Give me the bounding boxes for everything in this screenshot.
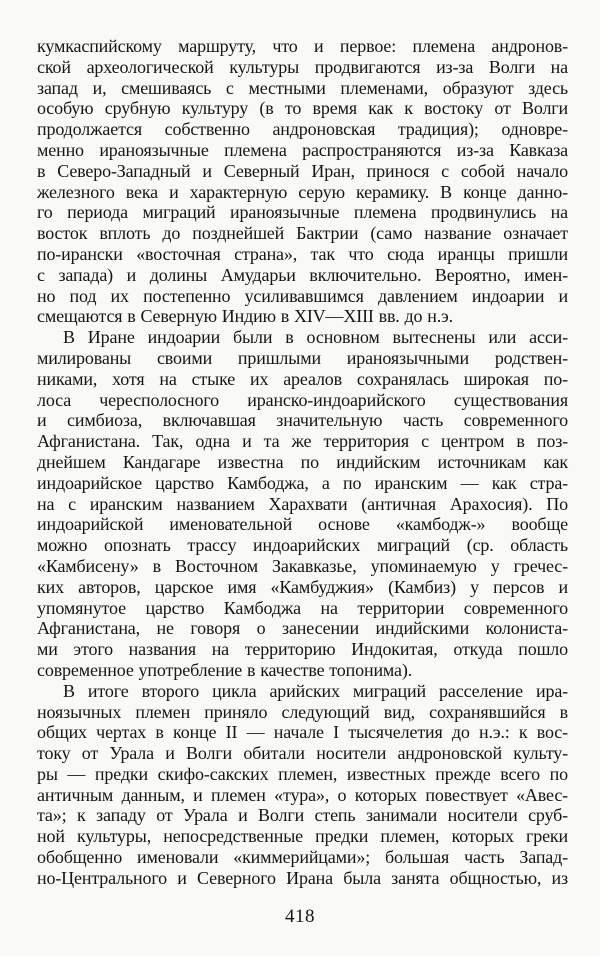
- text-line: лоса чересполосного иранско-индоарийского существования: [37, 389, 568, 410]
- text-line: ми этого названия на территорию Индокитая, откуда пошло: [37, 639, 568, 660]
- text-line: общих чертах в конце II — начале I тысячелетия до н.э.: к вос-: [37, 722, 568, 743]
- text-line: току от Урала и Волги обитали носители андроновской культу-: [37, 743, 568, 764]
- text-line: та»; к западу от Урала и Волги степь занимали носители сруб-: [37, 805, 568, 826]
- text-line: на с иранским названием Харахвати (античная Арахосия). По: [37, 493, 568, 514]
- text-line: ноязычных племен приняло следующий вид, сохранявшийся в: [37, 701, 568, 722]
- text-line: но-Центрального и Северного Ирана была занята общностью, из: [37, 867, 568, 888]
- text-line: с запада) и долины Амударьи включительно. Вероятно, имен-: [37, 264, 568, 285]
- text-line: смещаются в Северную Индию в XIV—XIII вв. до н.э.: [37, 306, 453, 327]
- text-line: го периода миграций ираноязычные племена продвинулись на: [37, 202, 568, 223]
- text-line: железного века и характерную серую керамику. В конце данно-: [37, 181, 568, 202]
- text-line: днейшем Кандагаре известна по индийским источникам как: [37, 451, 568, 472]
- text-line: запад и, смешиваясь с местными племенами, образуют здесь: [37, 77, 568, 98]
- text-line: менно ираноязычные племена распространяются из-за Кавказа: [37, 139, 568, 160]
- text-line: восток вплоть до позднейшей Бактрии (само название означает: [37, 223, 568, 244]
- text-line: ной культуры, непосредственные предки племен, которых греки: [37, 826, 568, 847]
- text-line: индоарийской именовательной основе «камбодж-» вообще: [37, 514, 568, 535]
- text-line: В итоге второго цикла арийских миграций расселение ира-: [63, 680, 568, 701]
- text-line: в Северо-Западный и Северный Иран, принося с собой начало: [37, 160, 568, 181]
- page-text: [37, 36, 568, 889]
- text-line: кумкаспийскому маршруту, что и первое: племена андронов-: [37, 36, 568, 56]
- text-line: и симбиоза, включавшая значительную часть современного: [37, 410, 568, 431]
- text-line: ких авторов, царское имя «Камбуджия» (Камбиз) у персов и: [37, 576, 568, 597]
- text-line: ской археологической культуры продвигаются из-за Волги на: [37, 56, 568, 77]
- page-number: 418: [285, 906, 315, 927]
- text-line: особую срубную культуру (в то время как к востоку от Волги: [37, 98, 568, 119]
- text-line: Афганистана. Так, одна и та же территория с центром в поз-: [37, 431, 568, 452]
- text-line: обобщенно именовали «киммерийцами»; большая часть Запад-: [37, 847, 568, 868]
- text-line: продолжается собственно андроновская традиция); одновре-: [37, 119, 568, 140]
- text-line: ры — предки скифо-сакских племен, известных прежде всего по: [37, 763, 568, 784]
- text-line: по-ирански «восточная страна», так что сюда иранцы пришли: [37, 243, 568, 264]
- text-line: индоарийское царство Камбоджа, а по иранским — как стра-: [37, 472, 568, 493]
- paragraph: [37, 681, 568, 889]
- text-line: никами, хотя на стыке их ареалов сохранялась широкая по-: [37, 368, 568, 389]
- text-line: современное употребление в качестве топонима).: [37, 659, 413, 680]
- paragraph: [37, 36, 568, 327]
- text-line: Афганистана, не говоря о занесении индийскими колониста-: [37, 618, 568, 639]
- text-line: упомянутое царство Камбоджа на территории современного: [37, 597, 568, 618]
- text-line: В Иране индоарии были в основном вытеснены или асси-: [63, 327, 568, 348]
- text-line: но под их постепенно усиливавшимся давлением индоарии и: [37, 285, 568, 306]
- text-line: милированы своими пришлыми ираноязычными родствен-: [37, 347, 568, 368]
- text-line: античным данным, и племен «тура», о которых повествует «Авес-: [37, 784, 568, 805]
- text-line: «Камбисену» в Восточном Закавказье, упоминаемую у гречес-: [37, 555, 568, 576]
- text-line: можно опознать трассу индоарийских миграций (ср. область: [37, 535, 568, 556]
- paragraph: [37, 327, 568, 681]
